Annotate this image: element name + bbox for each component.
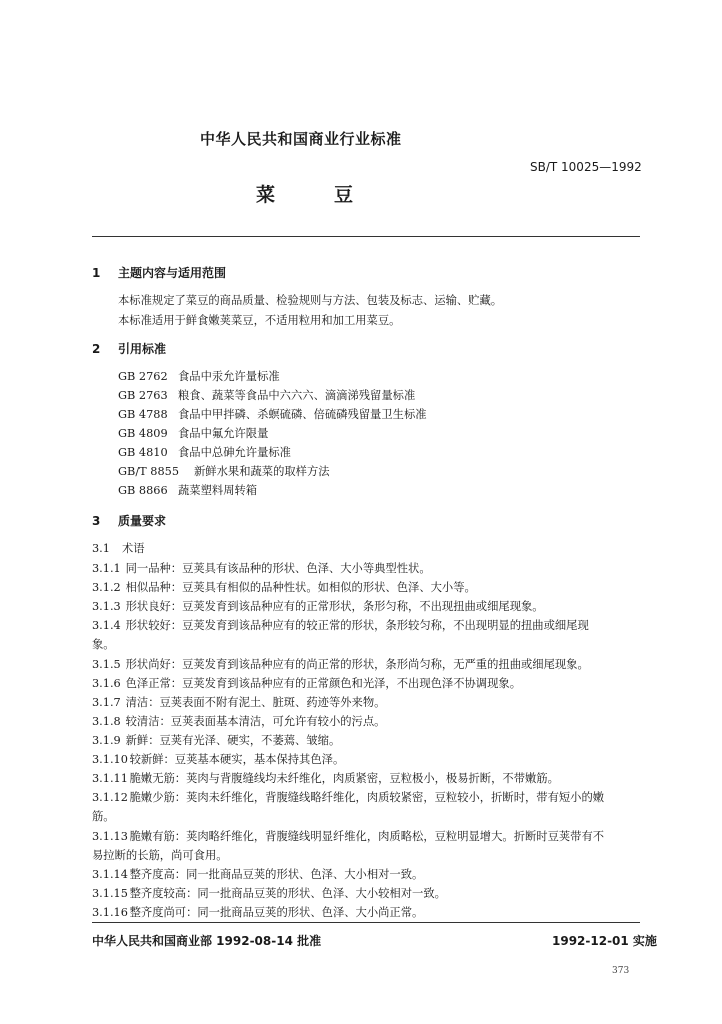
term-continuation: 筋。 xyxy=(92,810,115,823)
term-number: 3.1.12 xyxy=(92,791,128,804)
term-number: 3.1.11 xyxy=(92,772,128,785)
term-definition: 形状良好：豆荚发育到该品种应有的正常形状，条形匀称，不出现扭曲或细尾现象。 xyxy=(125,600,544,613)
term-definition: 较新鲜：豆荚基本硬实，基本保持其色泽。 xyxy=(129,753,345,766)
term-definition: 整齐度较高：同一批商品豆荚的形状、色泽、大小较相对一致。 xyxy=(129,887,446,900)
section-number: 3 xyxy=(92,514,101,528)
term-definition: 脆嫩少筋：荚肉未纤维化，背腹缝线略纤维化，肉质较紧密，豆粒较小，折断时，带有短小的嫩 xyxy=(129,791,605,804)
page-number: 373 xyxy=(612,966,630,976)
reference-title: 食品中汞允许量标准 xyxy=(178,370,280,383)
term-definition: 整齐度尚可：同一批商品豆荚的形状、色泽、大小尚正常。 xyxy=(129,906,424,919)
subsection-heading xyxy=(92,540,145,556)
term-number: 3.1.4 xyxy=(92,619,121,632)
term-number: 3.1.8 xyxy=(92,715,121,728)
term-definition: 形状尚好：豆荚发育到该品种应有的尚正常的形状，条形尚匀称，无严重的扭曲或细尾现象。 xyxy=(125,658,589,671)
subsection-number: 3.1 xyxy=(92,542,110,555)
header-divider xyxy=(92,236,640,237)
reference-title: 食品中总砷允许量标准 xyxy=(178,446,291,459)
term-definition: 新鲜：豆荚有光泽、硬实，不萎蔫、皱缩。 xyxy=(125,734,341,747)
reference-code: GB 2763 xyxy=(118,389,168,402)
reference-title: 蔬菜塑料周转箱 xyxy=(178,484,258,497)
reference-title: 食品中氟允许限量 xyxy=(178,427,269,440)
reference-title: 食品中甲拌磷、杀螟硫磷、倍硫磷残留量卫生标准 xyxy=(178,408,427,421)
reference-code: GB 4788 xyxy=(118,408,168,421)
term-number: 3.1.9 xyxy=(92,734,121,747)
term-number: 3.1.14 xyxy=(92,868,128,881)
term-number: 3.1.7 xyxy=(92,696,121,709)
term-item xyxy=(92,713,385,729)
reference-item xyxy=(118,444,291,460)
reference-title: 新鲜水果和蔬菜的取样方法 xyxy=(194,465,330,478)
term-definition: 脆嫩无筋：荚肉与背腹缝线均未纤维化，肉质紧密，豆粒极小，极易折断，不带嫩筋。 xyxy=(129,772,559,785)
term-item xyxy=(92,656,589,672)
term-item xyxy=(92,904,423,920)
reference-item xyxy=(118,387,415,403)
term-definition: 色泽正常：豆荚发育到该品种应有的正常颜色和光泽，不出现色泽不协调现象。 xyxy=(125,677,521,690)
term-continuation: 象。 xyxy=(92,638,115,651)
term-definition: 清洁：豆荚表面不附有泥土、脏斑、药迹等外来物。 xyxy=(125,696,386,709)
term-number: 3.1.10 xyxy=(92,753,128,766)
term-definition: 形状较好：豆荚发育到该品种应有的较正常的形状，条形较匀称，不出现明显的扭曲或细尾现 xyxy=(125,619,589,632)
paragraph: 本标准规定了菜豆的商品质量、检验规则与方法、包装及标志、运输、贮藏。 xyxy=(118,294,503,307)
section-1-heading xyxy=(92,264,226,281)
reference-code: GB 8866 xyxy=(118,484,168,497)
subsection-title: 术语 xyxy=(122,542,145,555)
document-title-char-2: 豆 xyxy=(334,184,354,206)
reference-title: 粮食、蔬菜等食品中六六六、滴滴涕残留量标准 xyxy=(178,389,416,402)
section-title: 引用标准 xyxy=(118,342,167,356)
section-number: 1 xyxy=(92,266,101,280)
term-number: 3.1.13 xyxy=(92,830,128,843)
section-2-heading xyxy=(92,340,166,357)
term-item xyxy=(92,579,476,595)
implementation-date: 1992-12-01 实施 xyxy=(552,934,657,948)
term-item xyxy=(92,866,423,882)
reference-item xyxy=(118,368,280,384)
term-number: 3.1.15 xyxy=(92,887,128,900)
footer-divider xyxy=(92,922,640,923)
approval-info: 中华人民共和国商业部 1992-08-14 批准 xyxy=(92,934,322,948)
term-number: 3.1.1 xyxy=(92,562,121,575)
reference-code: GB 4809 xyxy=(118,427,168,440)
reference-item xyxy=(118,425,268,441)
term-item xyxy=(92,617,589,633)
standard-code: SB/T 10025—1992 xyxy=(530,160,642,174)
term-item xyxy=(92,751,344,767)
term-definition: 相似品种：豆荚具有相似的品种性状。如相似的形状、色泽、大小等。 xyxy=(125,581,476,594)
document-title-char-1: 菜 xyxy=(256,184,276,206)
term-number: 3.1.16 xyxy=(92,906,128,919)
reference-item xyxy=(118,463,330,479)
term-number: 3.1.6 xyxy=(92,677,121,690)
paragraph: 本标准适用于鲜食嫩荚菜豆，不适用粒用和加工用菜豆。 xyxy=(118,314,401,327)
reference-item xyxy=(118,482,257,498)
term-definition: 较清洁：豆荚表面基本清洁，可允许有较小的污点。 xyxy=(125,715,386,728)
term-continuation: 易拉断的长筋，尚可食用。 xyxy=(92,849,228,862)
term-number: 3.1.3 xyxy=(92,600,121,613)
term-item xyxy=(92,598,544,614)
term-definition: 脆嫩有筋：荚肉略纤维化，背腹缝线明显纤维化，肉质略松，豆粒明显增大。折断时豆荚带有不 xyxy=(129,830,605,843)
reference-code: GB/T 8855 xyxy=(118,465,180,478)
section-3-heading xyxy=(92,512,166,529)
reference-item xyxy=(118,406,427,422)
term-item xyxy=(92,732,340,748)
term-definition: 同一品种：豆荚具有该品种的形状、色泽、大小等典型性状。 xyxy=(125,562,431,575)
reference-code: GB 2762 xyxy=(118,370,168,383)
section-title: 质量要求 xyxy=(118,514,167,528)
section-number: 2 xyxy=(92,342,101,356)
term-item xyxy=(92,770,559,786)
term-item xyxy=(92,789,604,805)
term-item xyxy=(92,885,446,901)
term-item xyxy=(92,560,431,576)
issuing-body-title: 中华人民共和国商业行业标准 xyxy=(200,130,402,148)
term-number: 3.1.5 xyxy=(92,658,121,671)
term-item xyxy=(92,694,385,710)
term-item xyxy=(92,828,604,844)
reference-code: GB 4810 xyxy=(118,446,168,459)
term-definition: 整齐度高：同一批商品豆荚的形状、色泽、大小相对一致。 xyxy=(129,868,424,881)
term-number: 3.1.2 xyxy=(92,581,121,594)
term-item xyxy=(92,675,521,691)
section-title: 主题内容与适用范围 xyxy=(118,266,227,280)
